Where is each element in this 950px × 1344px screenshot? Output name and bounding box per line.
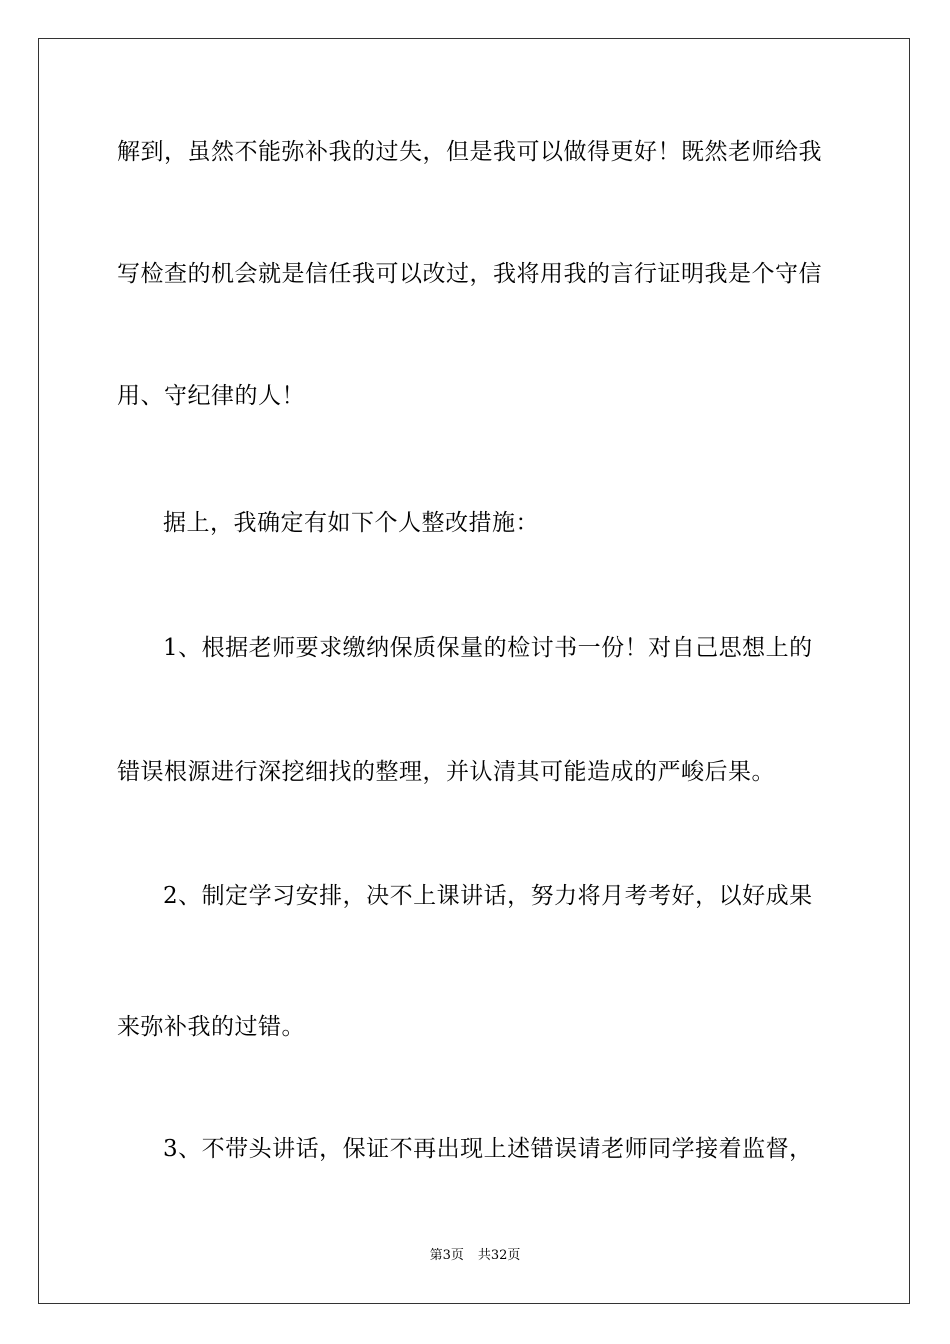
list-item-2-line: 2、制定学习安排，决不上课讲话，努力将月考考好，以好成果	[163, 883, 813, 909]
page-footer	[0, 1247, 950, 1265]
list-item-3-line: 3、不带头讲话，保证不再出现上述错误请老师同学接着监督，	[163, 1136, 813, 1162]
paragraph-start-line: 据上，我确定有如下个人整改措施：	[163, 510, 539, 536]
body-line: 解到，虽然不能弥补我的过失，但是我可以做得更好！既然老师给我	[117, 139, 822, 165]
body-line: 用、守纪律的人！	[117, 383, 305, 409]
page-number: 第3页	[429, 1248, 464, 1263]
body-line: 错误根源进行深挖细找的整理，并认清其可能造成的严峻后果。	[117, 759, 775, 785]
list-item-1-line: 1、根据老师要求缴纳保质保量的检讨书一份！对自己思想上的	[163, 635, 813, 661]
page-frame	[38, 38, 910, 1304]
body-line: 来弥补我的过错。	[117, 1014, 305, 1040]
body-line: 写检查的机会就是信任我可以改过，我将用我的言行证明我是个守信	[117, 261, 822, 287]
page-total: 共32页	[477, 1248, 521, 1263]
